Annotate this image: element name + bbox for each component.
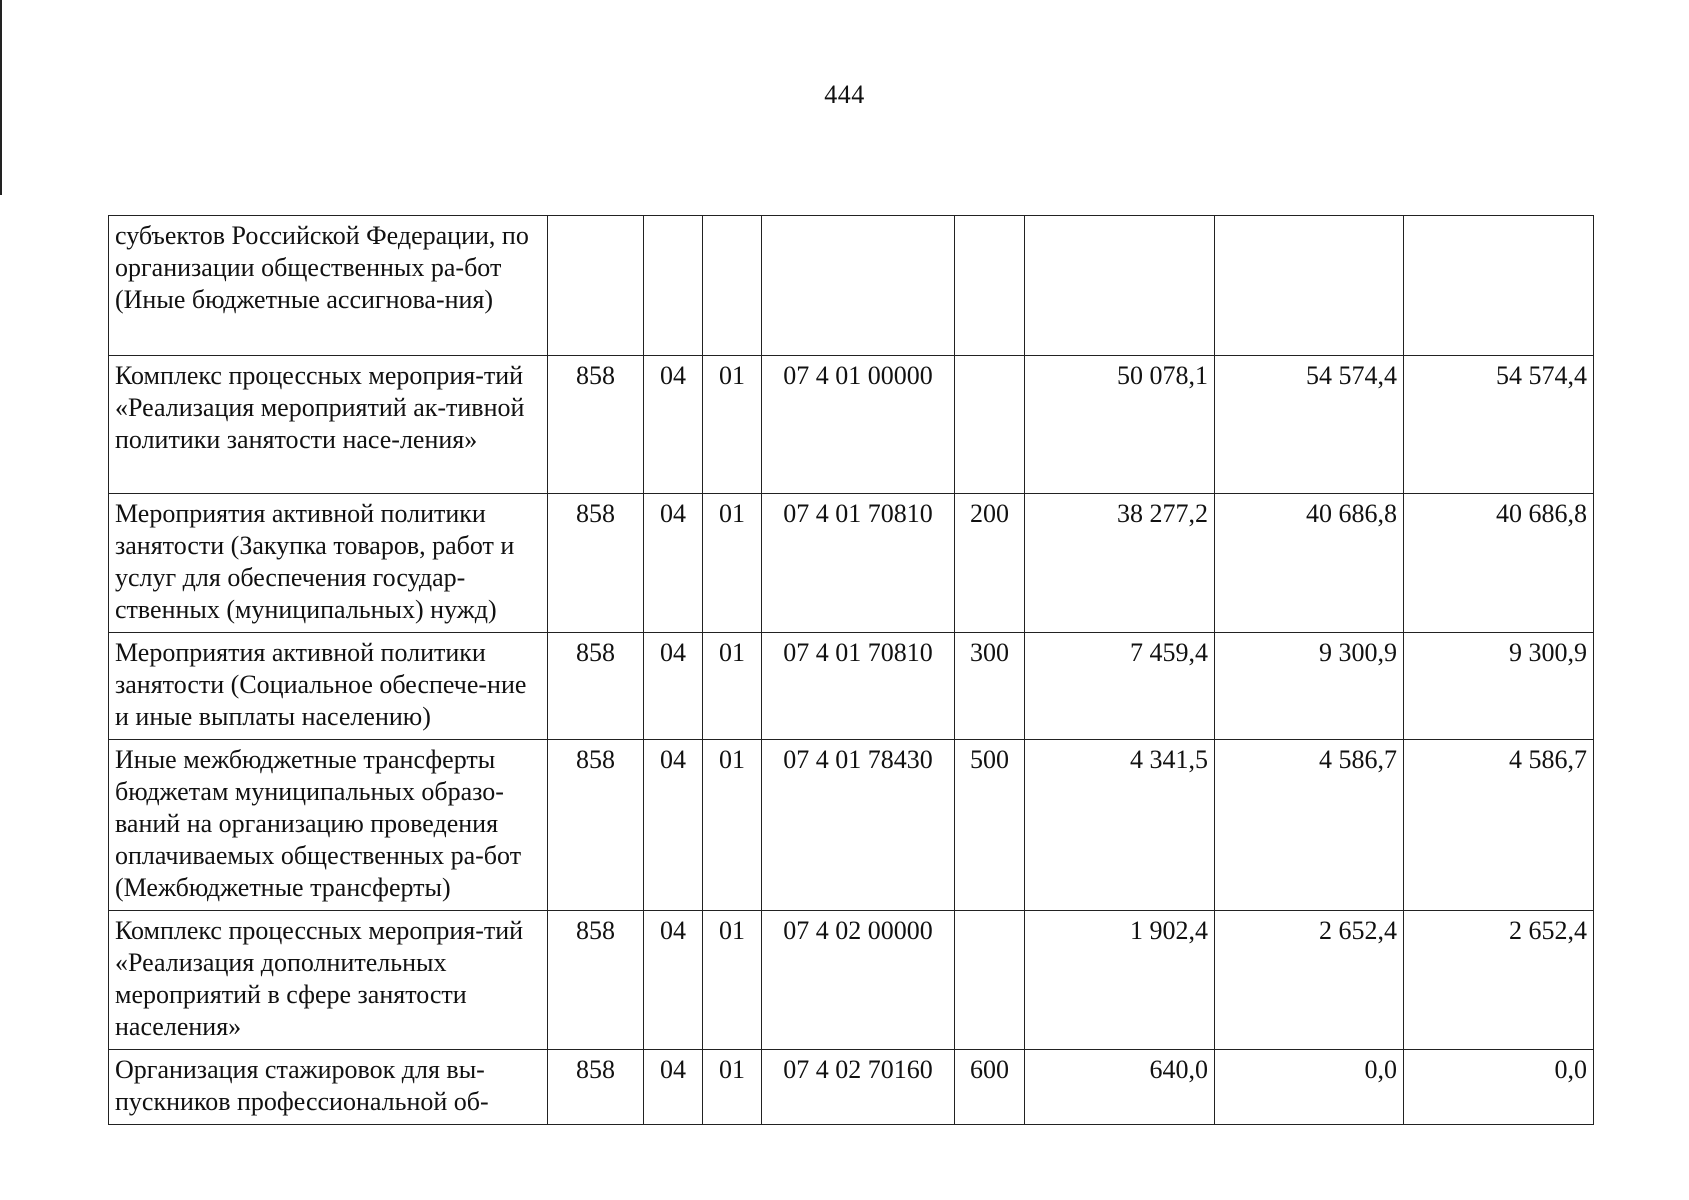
subsection-code: 01 bbox=[703, 633, 762, 740]
amount-year-3: 4 586,7 bbox=[1404, 740, 1594, 911]
amount-year-3: 0,0 bbox=[1404, 1050, 1594, 1125]
expense-type-code: 600 bbox=[955, 1050, 1025, 1125]
amount-year-1: 4 341,5 bbox=[1025, 740, 1215, 911]
section-code bbox=[644, 216, 703, 356]
grbs-code: 858 bbox=[548, 633, 644, 740]
target-article-code: 07 4 02 70160 bbox=[762, 1050, 955, 1125]
amount-year-3 bbox=[1404, 216, 1594, 356]
amount-year-2: 9 300,9 bbox=[1215, 633, 1404, 740]
row-name: Комплекс процессных мероприя-тий «Реализация мероприятий ак-тивной политики занятости насе-ления» bbox=[109, 356, 548, 494]
section-code: 04 bbox=[644, 1050, 703, 1125]
target-article-code: 07 4 01 70810 bbox=[762, 633, 955, 740]
amount-year-2: 40 686,8 bbox=[1215, 494, 1404, 633]
amount-year-1: 640,0 bbox=[1025, 1050, 1215, 1125]
grbs-code: 858 bbox=[548, 740, 644, 911]
amount-year-1: 7 459,4 bbox=[1025, 633, 1215, 740]
amount-year-1: 50 078,1 bbox=[1025, 356, 1215, 494]
expense-type-code: 200 bbox=[955, 494, 1025, 633]
target-article-code: 07 4 02 00000 bbox=[762, 911, 955, 1050]
table-row bbox=[109, 740, 1594, 911]
target-article-code: 07 4 01 70810 bbox=[762, 494, 955, 633]
grbs-code: 858 bbox=[548, 494, 644, 633]
expense-type-code: 300 bbox=[955, 633, 1025, 740]
row-name: Мероприятия активной политики занятости (Социальное обеспече-ние и иные выплаты населению) bbox=[109, 633, 548, 740]
row-name: Комплекс процессных мероприя-тий «Реализация дополнительных мероприятий в сфере занятости населения» bbox=[109, 911, 548, 1050]
expense-type-code bbox=[955, 356, 1025, 494]
row-name: Мероприятия активной политики занятости (Закупка товаров, работ и услуг для обеспечения государ-ственных (муниципальных) нужд) bbox=[109, 494, 548, 633]
amount-year-2: 2 652,4 bbox=[1215, 911, 1404, 1050]
subsection-code: 01 bbox=[703, 740, 762, 911]
expense-type-code: 500 bbox=[955, 740, 1025, 911]
row-name: Иные межбюджетные трансферты бюджетам муниципальных образо-ваний на организацию проведения оплачиваемых общественных ра-бот (Межбюджетные трансферты) bbox=[109, 740, 548, 911]
amount-year-3: 40 686,8 bbox=[1404, 494, 1594, 633]
table-row bbox=[109, 633, 1594, 740]
table-row bbox=[109, 1050, 1594, 1125]
section-code: 04 bbox=[644, 356, 703, 494]
subsection-code: 01 bbox=[703, 356, 762, 494]
row-name: субъектов Российской Федерации, по организации общественных ра-бот (Иные бюджетные ассигнова-ния) bbox=[109, 216, 548, 356]
amount-year-3: 54 574,4 bbox=[1404, 356, 1594, 494]
section-code: 04 bbox=[644, 911, 703, 1050]
amount-year-2: 54 574,4 bbox=[1215, 356, 1404, 494]
section-code: 04 bbox=[644, 494, 703, 633]
table-row bbox=[109, 356, 1594, 494]
budget-table bbox=[108, 215, 1594, 1125]
grbs-code bbox=[548, 216, 644, 356]
subsection-code: 01 bbox=[703, 911, 762, 1050]
grbs-code: 858 bbox=[548, 911, 644, 1050]
amount-year-1 bbox=[1025, 216, 1215, 356]
table-row bbox=[109, 216, 1594, 356]
amount-year-2 bbox=[1215, 216, 1404, 356]
row-name: Организация стажировок для вы-пускников профессиональной об- bbox=[109, 1050, 548, 1125]
section-code: 04 bbox=[644, 633, 703, 740]
subsection-code: 01 bbox=[703, 494, 762, 633]
page-number: 444 bbox=[824, 80, 865, 109]
amount-year-2: 0,0 bbox=[1215, 1050, 1404, 1125]
amount-year-3: 2 652,4 bbox=[1404, 911, 1594, 1050]
subsection-code bbox=[703, 216, 762, 356]
amount-year-3: 9 300,9 bbox=[1404, 633, 1594, 740]
grbs-code: 858 bbox=[548, 1050, 644, 1125]
target-article-code: 07 4 01 00000 bbox=[762, 356, 955, 494]
table-row bbox=[109, 911, 1594, 1050]
expense-type-code bbox=[955, 216, 1025, 356]
section-code: 04 bbox=[644, 740, 703, 911]
amount-year-1: 1 902,4 bbox=[1025, 911, 1215, 1050]
amount-year-2: 4 586,7 bbox=[1215, 740, 1404, 911]
grbs-code: 858 bbox=[548, 356, 644, 494]
subsection-code: 01 bbox=[703, 1050, 762, 1125]
target-article-code: 07 4 01 78430 bbox=[762, 740, 955, 911]
table-row bbox=[109, 494, 1594, 633]
expense-type-code bbox=[955, 911, 1025, 1050]
amount-year-1: 38 277,2 bbox=[1025, 494, 1215, 633]
target-article-code bbox=[762, 216, 955, 356]
